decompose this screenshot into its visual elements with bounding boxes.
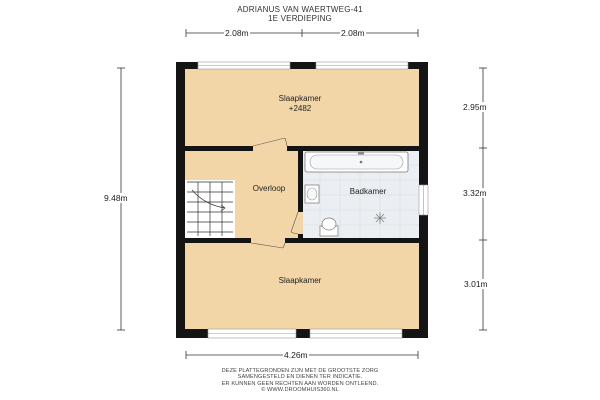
- room-bedroom-top-note: +2482: [288, 104, 312, 113]
- disclaimer: [0, 368, 600, 394]
- door-opening-top: [253, 146, 287, 151]
- toilet: [320, 218, 338, 236]
- room-landing: Overloop: [252, 184, 286, 193]
- address-title: ADRIANUS VAN WAERTWEG-41: [237, 5, 363, 14]
- dim-top-left: 2.08m: [225, 28, 249, 38]
- dim-right-middle: 3.32m: [463, 188, 487, 198]
- room-bedroom-bottom: Slaapkamer: [278, 276, 322, 285]
- dim-bottom: 4.26m: [284, 350, 308, 360]
- bedroom-bottom-floor: [185, 243, 419, 329]
- sink: [305, 185, 319, 203]
- door-opening-bathroom: [298, 212, 303, 234]
- room-bathroom: Badkamer: [349, 187, 387, 196]
- disclaimer-line-2: SAMENGESTELD EN DIENEN TER INDICATIE.: [237, 374, 363, 381]
- dim-left-total: 9.48m: [104, 193, 128, 203]
- bathtub: [305, 152, 408, 173]
- door-opening-bottom: [251, 238, 285, 243]
- floor-title: 1E VERDIEPING: [268, 14, 332, 23]
- dim-right-top: 2.95m: [463, 102, 487, 112]
- disclaimer-line-1: DEZE PLATTEGRONDEN ZIJN MET DE GROOTSTE ZORG: [221, 368, 379, 374]
- disclaimer-line-4: © WWW.DROOMHUIS360.NL: [261, 387, 339, 394]
- room-bedroom-top-name: Slaapkamer: [278, 94, 322, 103]
- dim-right-bottom: 3.01m: [464, 279, 488, 289]
- disclaimer-line-3: ER KUNNEN GEEN RECHTEN AAN WORDEN ONTLEEND.: [221, 380, 379, 387]
- dim-top-right: 2.08m: [341, 28, 365, 38]
- room-bedroom-top: [250, 94, 350, 114]
